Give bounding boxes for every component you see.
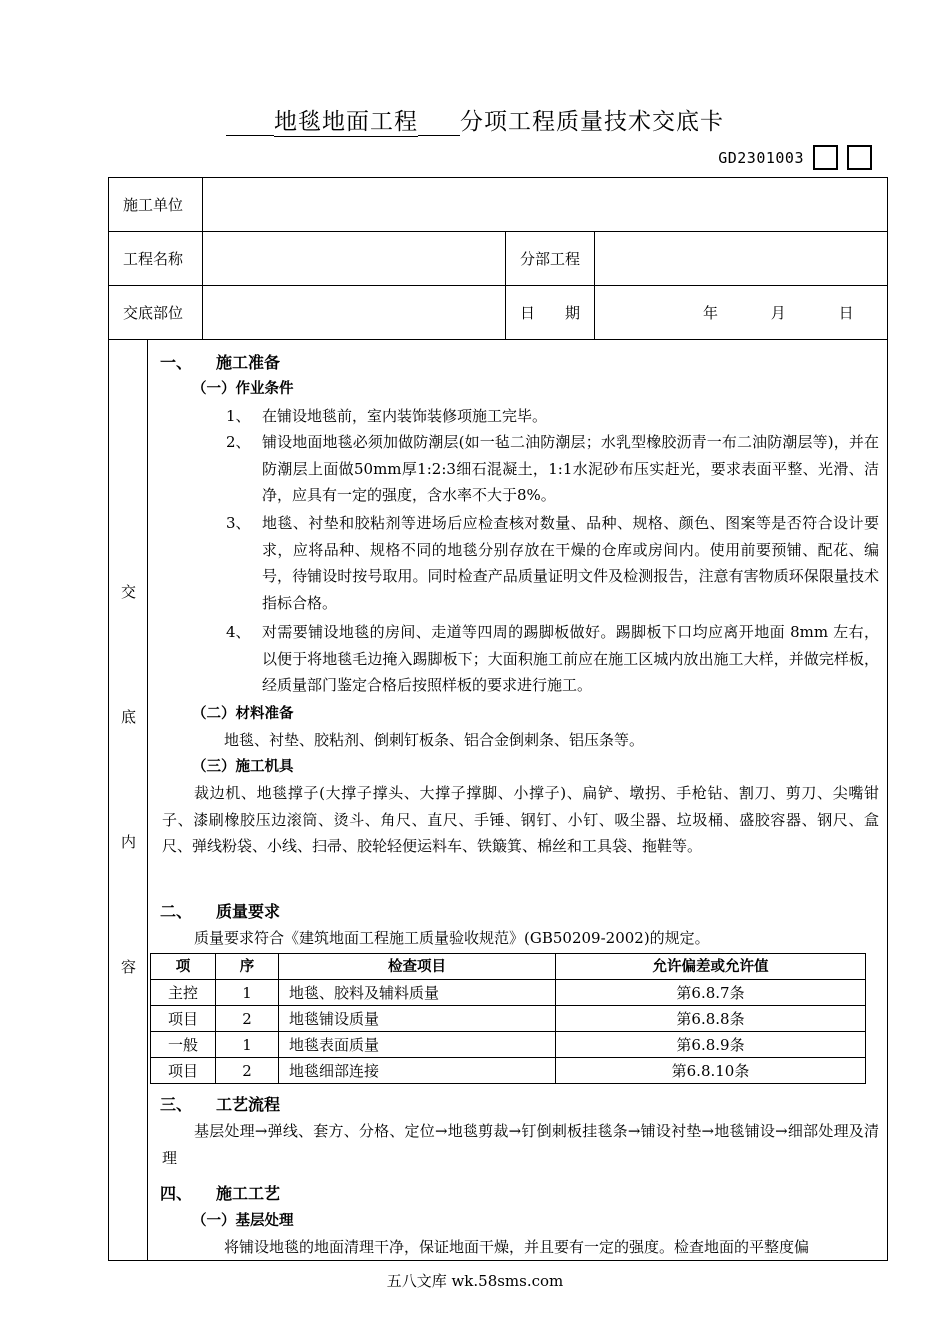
section-3-number: 三、 [160, 1095, 193, 1114]
location-label: 交底部位 [109, 286, 203, 340]
title-underline-right [418, 113, 460, 136]
subsection-materials: （二）材料准备 [192, 706, 294, 722]
list-item-text: 铺设地面地毯必须加做防潮层(如一毡二油防潮层；水乳型橡胶沥青一布二油防潮层等)，并在防潮层上面做50mm厚1:2:3细石混凝土，1:1水泥砂布压实赶光，要求表面平整、光滑、洁净，应具有一定的强度，含水率不大于8%。 [262, 433, 879, 504]
section-4-number: 四、 [160, 1184, 193, 1203]
row-item: 地毯铺设质量 [279, 1006, 556, 1032]
date-year: 年 [703, 304, 719, 322]
row-item: 地毯、胶料及辅料质量 [279, 980, 556, 1006]
date-value [595, 286, 888, 340]
code-checkbox-1 [813, 145, 838, 170]
row-value: 第6.8.10条 [556, 1058, 866, 1084]
side-char-4: 容 [121, 958, 137, 976]
document-code: GD2301003 [718, 148, 804, 167]
table-row [151, 1006, 866, 1032]
section-1-number: 一、 [160, 353, 193, 372]
process-text: 基层处理→弹线、套方、分格、定位→地毯剪裁→钉倒刺板挂毯条→铺设衬垫→地毯铺设→细部处理及清理 [162, 1122, 879, 1167]
row-item: 地毯表面质量 [279, 1032, 556, 1058]
section-4-title: 施工工艺 [216, 1184, 281, 1203]
section-2-number: 二、 [160, 902, 193, 921]
side-char-1: 交 [121, 583, 137, 601]
section-1-heading [160, 350, 280, 377]
list-item [226, 429, 879, 509]
row-value: 第6.8.8条 [556, 1006, 866, 1032]
date-day: 日 [838, 304, 854, 322]
quality-text: 质量要求符合《建筑地面工程施工质量验收规范》(GB50209-2002)的规定。 [194, 929, 710, 947]
list-item-number: 3、 [226, 514, 251, 532]
quality-table [150, 953, 866, 1084]
list-item [226, 403, 879, 430]
subsection-work-conditions: （一）作业条件 [192, 381, 294, 397]
table-header-cell: 检查项目 [279, 954, 556, 980]
info-table [108, 177, 888, 340]
code-checkbox-2 [847, 145, 872, 170]
side-char-2: 底 [121, 708, 137, 726]
row-value: 第6.8.9条 [556, 1032, 866, 1058]
table-row [151, 980, 866, 1006]
side-label-column [109, 339, 148, 1260]
list-item-text: 在铺设地毯前，室内装饰装修项施工完毕。 [262, 407, 548, 425]
row-value: 第6.8.7条 [556, 980, 866, 1006]
list-item-number: 1、 [226, 407, 251, 425]
section-3-heading [160, 1092, 280, 1119]
row-item: 地毯细部连接 [279, 1058, 556, 1084]
tools-text: 裁边机、地毯撑子(大撑子撑头、大撑子撑脚、小撑子)、扁铲、墩拐、手枪钻、割刀、剪刀、尖嘴钳子、漆刷橡胶压边滚筒、烫斗、角尺、直尺、手锤、钢钉、小钉、吸尘器、垃圾桶、盛胶容器、钢尺、盒尺、弹线粉袋、小线、扫帚、胶轮轻便运料车、铁簸箕、棉丝和工具袋、拖鞋等。 [162, 784, 879, 855]
footer-watermark: 五八文库 wk.58sms.com [386, 1272, 564, 1290]
row-seq: 1 [216, 1032, 279, 1058]
side-char-3: 内 [121, 833, 137, 851]
list-item [226, 619, 879, 699]
materials-text: 地毯、衬垫、胶粘剂、倒刺钉板条、铝合金倒刺条、铝压条等。 [224, 731, 645, 749]
row-seq: 2 [216, 1058, 279, 1084]
group-general-line-1: 一般 [151, 1032, 216, 1058]
content-area [108, 339, 888, 1261]
section-4-heading [160, 1181, 280, 1208]
section-2-heading [160, 899, 280, 926]
table-row [151, 1032, 866, 1058]
table-header-cell: 序 [216, 954, 279, 980]
group-main-line-1: 主控 [151, 980, 216, 1006]
subsection-tools: （三）施工机具 [192, 759, 294, 775]
base-treatment-text: 将铺设地毯的地面清理干净，保证地面干燥，并且要有一定的强度。检查地面的平整度偏 [224, 1238, 810, 1256]
date-label: 日 期 [506, 286, 595, 340]
table-header-cell: 项 [151, 954, 216, 980]
group-general-line-2: 项目 [151, 1058, 216, 1084]
location-value [203, 286, 506, 340]
document-title [0, 103, 950, 136]
project-label: 工程名称 [109, 232, 203, 286]
list-item [226, 510, 879, 616]
table-header-cell: 允许偏差或允许值 [556, 954, 866, 980]
row-seq: 1 [216, 980, 279, 1006]
list-item-number: 2、 [226, 433, 251, 451]
division-label: 分部工程 [506, 232, 595, 286]
unit-value [203, 178, 888, 232]
section-2-title: 质量要求 [216, 902, 281, 921]
date-month: 月 [770, 304, 786, 322]
list-item-text: 地毯、衬垫和胶粘剂等进场后应检查核对数量、品种、规格、颜色、图案等是否符合设计要求，应将品种、规格不同的地毯分别存放在干燥的仓库或房间内。使用前要预铺、配花、编号，待铺设时按号取用。同时检查产品质量证明文件及检测报告，注意有害物质环保限量技术指标合格。 [262, 514, 879, 612]
group-main-line-2: 项目 [151, 1006, 216, 1032]
section-1-title: 施工准备 [216, 353, 281, 372]
list-item-text: 对需要铺设地毯的房间、走道等四周的踢脚板做好。踢脚板下口均应离开地面 8mm 左右，以便于将地毯毛边掩入踢脚板下；大面积施工前应在施工区城内放出施工大样，并做完样板，经质量部门鉴定合格后按照样板的要求进行施工。 [262, 623, 879, 694]
title-underline-left [226, 113, 274, 136]
title-project-name: 地毯地面工程 [274, 109, 418, 135]
row-seq: 2 [216, 1006, 279, 1032]
project-value [203, 232, 506, 286]
table-row [151, 1058, 866, 1084]
list-item-number: 4、 [226, 623, 251, 641]
unit-label: 施工单位 [109, 178, 203, 232]
document-code-row [718, 145, 872, 170]
division-value [595, 232, 888, 286]
title-suffix: 分项工程质量技术交底卡 [460, 109, 724, 135]
subsection-base-treatment: （一）基层处理 [192, 1213, 294, 1229]
section-3-title: 工艺流程 [216, 1095, 281, 1114]
